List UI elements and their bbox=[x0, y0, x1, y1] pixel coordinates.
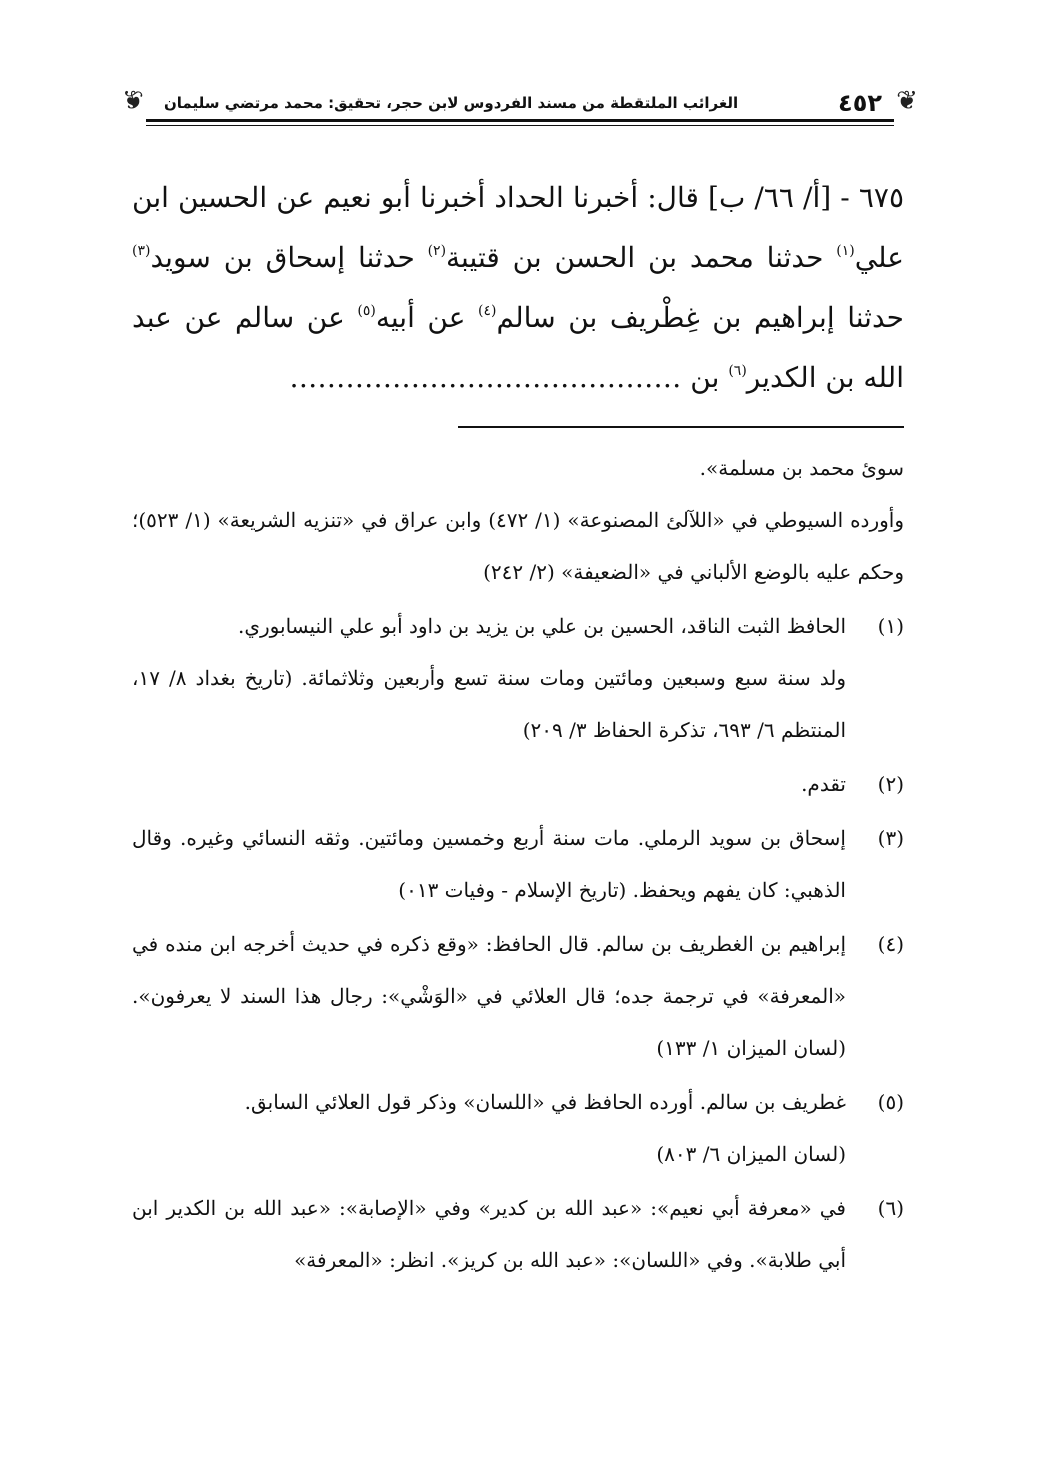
footnote-number: (١) bbox=[877, 614, 904, 638]
footnote-marker: (١) bbox=[836, 243, 855, 259]
footnote-number: (٤) bbox=[877, 932, 904, 956]
hadith-number: ٦٧٥ - [أ/ ٦٦/ ب] bbox=[708, 181, 904, 214]
footnote-marker: (٥) bbox=[357, 303, 376, 319]
footnote-marker: (٤) bbox=[478, 303, 497, 319]
page-number: ٤٥٢ bbox=[838, 89, 882, 117]
footnote-number: (٣) bbox=[877, 826, 904, 850]
header-rule bbox=[146, 119, 894, 126]
footnote-separator bbox=[458, 426, 904, 428]
ornament-icon: ❦ bbox=[122, 86, 144, 116]
running-title: الغرائب الملتقطة من مسند الفردوس لابن حجر، تحقيق: محمد مرتضي سليمان bbox=[164, 94, 739, 112]
footnote-marker: (٢) bbox=[427, 243, 447, 259]
hadith-line: ٦٧٥ - [أ/ ٦٦/ ب] قال: أخبرنا الحداد أخبرنا أبو نعيم عن الحسين ابن علي$^{(١)}$ حدثنا محمد بن الحسن بن قتيبة$^{(٢)}$ حدثنا إسحاق بن سويد$^{(٣)}$ حدثنا إبراهيم بن غِطْريف بن سالم$^{(٤)}$ عن أبيه$^{(٥)}$ عن سالم عن عبد الله بن الكدير$^{(٦)}$ بن …………………………………… bbox=[132, 181, 905, 394]
footnote: (٣) إسحاق بن سويد الرملي. مات سنة أربع وخمسين ومائتين. وثقه النسائي وغيره. وقال الذهبي: كان يفهم ويحفظ. (تاريخ الإسلام - وفيات ٠١٣) bbox=[132, 812, 904, 916]
footnote: (٢) تقدم. bbox=[132, 758, 904, 810]
ellipsis-dots: …………………………………… bbox=[289, 361, 682, 394]
ornament-icon: ❦ bbox=[896, 86, 918, 116]
footnote: (٤) إبراهيم بن الغطريف بن سالم. قال الحافظ: «وقع ذكره في حديث أخرجه ابن منده في «المعرفة» في ترجمة جده؛ قال العلائي في «الوَشْي»: رجال هذا السند لا يعرفون». (لسان الميزان ١/ ١٣٣) bbox=[132, 918, 904, 1074]
footnote-marker: (٣) bbox=[132, 243, 151, 259]
footnote-number: (٢) bbox=[877, 772, 904, 796]
footnote-continuation: سوئ محمد بن مسلمة». وأورده السيوطي في «اللآلئ المصنوعة» (١/ ٤٧٢) وابن عراق في «تنزيه الشريعة» (١/ ٥٢٣)؛ وحكم عليه بالوضع الألباني في «الضعيفة» (٢/ ٢٤٢) bbox=[132, 456, 904, 584]
footnote: (٥) غطريف بن سالم. أورده الحافظ في «اللسان» وذكر قول العلائي السابق. (لسان الميزان ٦/ ٨٠٣) bbox=[132, 1076, 904, 1180]
footnote-marker: (٦) bbox=[728, 363, 747, 379]
footnote: (٦) في «معرفة أبي نعيم»: «عبد الله بن كدير» وفي «الإصابة»: «عبد الله بن الكدير ابن أبي طلابة». وفي «اللسان»: «عبد الله بن كريز». انظر: «المعرفة» bbox=[132, 1182, 904, 1286]
page-header bbox=[118, 84, 922, 130]
footnotes bbox=[132, 442, 904, 1286]
hadith-text bbox=[132, 168, 904, 408]
footnote-number: (٦) bbox=[877, 1196, 904, 1220]
footnote: (١) الحافظ الثبت الناقد، الحسين بن علي بن يزيد بن داود أبو علي النيسابوري. ولد سنة سبع وسبعين ومائتين ومات سنة تسع وأربعين وثلاثمائة. (تاريخ بغداد ٨/ ١٧، المنتظم ٦/ ٦٩٣، تذكرة الحفاظ ٣/ ٢٠٩) bbox=[132, 600, 904, 756]
footnote-number: (٥) bbox=[877, 1090, 904, 1114]
